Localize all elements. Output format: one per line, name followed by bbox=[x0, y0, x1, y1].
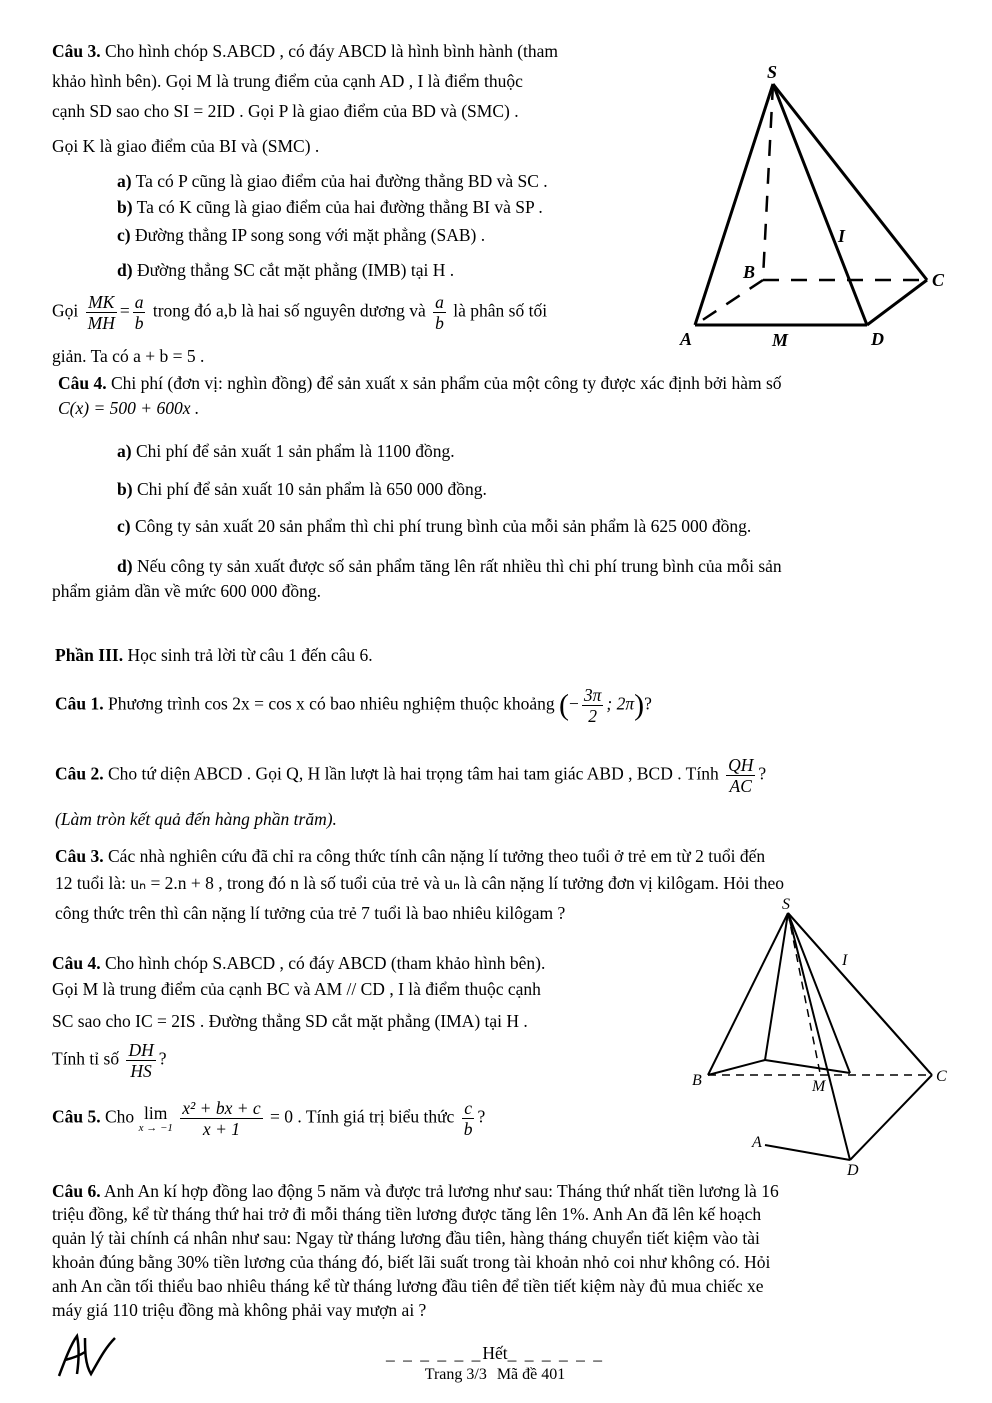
vertex-d: D bbox=[871, 329, 884, 349]
p3-q2-note: (Làm tròn kết quả đến hàng phần trăm). bbox=[55, 809, 337, 829]
p3-q4-ratio bbox=[52, 1040, 167, 1081]
question-mark: ? bbox=[644, 693, 652, 714]
numerator: a bbox=[435, 292, 444, 312]
question-mark: ? bbox=[758, 763, 767, 784]
q4-part2-line1 bbox=[58, 372, 782, 396]
p3-q3-line2: 12 tuổi là: uₙ = 2.n + 8 , trong đó n là số tuổi của trẻ và uₙ là cân nặng lí tưởng đơn vị kilôgam. Hỏi theo bbox=[55, 873, 784, 893]
q4-option-d bbox=[117, 555, 782, 579]
fraction-3pi-2 bbox=[582, 685, 604, 726]
q4-option-b bbox=[117, 478, 487, 502]
q3-option-c bbox=[117, 224, 485, 248]
edge-sc-main bbox=[788, 913, 932, 1075]
part-label: Phần III. bbox=[55, 645, 124, 665]
text: là phân số tối bbox=[453, 300, 548, 321]
option-label: d) bbox=[117, 556, 133, 576]
question-text: Cho hình chóp S.ABCD , có đáy ABCD (tham khảo hình bên). bbox=[105, 953, 546, 973]
p3-q5 bbox=[52, 1098, 485, 1139]
question-label: Câu 3. bbox=[55, 846, 104, 866]
fraction-dh-hs bbox=[126, 1040, 155, 1081]
q4-option-c bbox=[117, 515, 751, 539]
edge-sm bbox=[788, 913, 820, 1073]
question-label: Câu 3. bbox=[52, 41, 101, 61]
limit-subscript: x → −1 bbox=[138, 1121, 173, 1134]
option-label: c) bbox=[117, 516, 131, 536]
q3-part2-line3: cạnh SD sao cho SI = 2ID . Gọi P là giao điểm của BD và (SMC) . bbox=[52, 101, 519, 121]
vertex-a: A bbox=[752, 1134, 762, 1151]
q4-option-a bbox=[117, 440, 455, 464]
q3-part2-line2: khảo hình bên). Gọi M là trung điểm của cạnh AD , I là điểm thuộc bbox=[52, 71, 523, 91]
q3-part2-line4: Gọi K là giao điểm của BI và (SMC) . bbox=[52, 136, 320, 156]
question-label: Câu 2. bbox=[55, 763, 104, 784]
edge-sc bbox=[773, 84, 927, 280]
p3-q3-line3: công thức trên thì cân nặng lí tưởng của trẻ 7 tuổi là bao nhiêu kilôgam ? bbox=[55, 903, 566, 923]
vertex-s: S bbox=[782, 896, 790, 913]
fraction-qh-ac bbox=[726, 755, 755, 796]
edge-sd bbox=[773, 84, 867, 325]
p3-q6-line2: triệu đồng, kể từ tháng thứ hai trở đi mỗi tháng tiền lương được tăng lên 1%. Anh An đã lên kế hoạch bbox=[52, 1204, 762, 1224]
option-label: b) bbox=[117, 197, 133, 217]
question-mark: ? bbox=[158, 1048, 167, 1069]
question-text: Phương trình cos 2x = cos x có bao nhiêu nghiệm thuộc khoảng bbox=[108, 693, 555, 714]
numerator: QH bbox=[728, 755, 754, 775]
part3-heading bbox=[55, 644, 373, 668]
denominator: x + 1 bbox=[202, 1119, 240, 1140]
option-label: b) bbox=[117, 479, 133, 499]
option-text: Đường thẳng IP song song với mặt phẳng (SAB) . bbox=[134, 225, 486, 245]
p3-q6-line4: khoản đúng bằng 30% tiền lương của tháng đó, biết lãi suất trong tài khoản nhỏ coi như không có. Hỏi bbox=[52, 1252, 771, 1272]
point-m: M bbox=[772, 330, 789, 350]
part-title: Học sinh trả lời từ câu 1 đến câu 6. bbox=[127, 645, 373, 665]
page-footer bbox=[385, 1364, 605, 1386]
p3-q4-line1 bbox=[52, 952, 545, 976]
denominator: b bbox=[435, 313, 444, 334]
option-label: a) bbox=[117, 171, 132, 191]
option-text: Nếu công ty sản xuất được số sản phẩm tăng lên rất nhiều thì chi phí trung bình của mỗi sản bbox=[136, 556, 782, 576]
interval-end: ; 2π bbox=[606, 693, 635, 714]
vertex-b: B bbox=[692, 1072, 702, 1089]
edge-dc bbox=[867, 280, 927, 325]
denominator: 2 bbox=[588, 706, 597, 727]
page-number: Trang 3/3 bbox=[424, 1366, 487, 1383]
question-label: Câu 6. bbox=[52, 1181, 101, 1201]
fraction-a-b bbox=[133, 292, 146, 333]
p3-q6-line6: máy giá 110 triệu đồng mà không phải vay mượn ai ? bbox=[52, 1300, 427, 1320]
fraction-c-b bbox=[462, 1098, 475, 1139]
q3-option-b bbox=[117, 196, 543, 220]
vertex-s: S bbox=[767, 62, 778, 82]
option-text: Ta có P cũng là giao điểm của hai đường thẳng BD và SC . bbox=[135, 171, 548, 191]
edge-ad-front bbox=[765, 1145, 850, 1160]
q3-option-a bbox=[117, 170, 548, 194]
question-label: Câu 1. bbox=[55, 693, 104, 714]
question-text: Cho tứ diện ABCD . Gọi Q, H lần lượt là hai trọng tâm hai tam giác ABD , BCD . Tính bbox=[108, 763, 719, 784]
pyramid-figure-2 bbox=[690, 895, 960, 1180]
question-label: Câu 4. bbox=[52, 953, 101, 973]
vertex-c: C bbox=[936, 1068, 947, 1085]
question-mark: ? bbox=[477, 1106, 486, 1127]
edge-cd-front bbox=[850, 1075, 932, 1160]
exam-code: Mã đề 401 bbox=[496, 1366, 566, 1383]
q3-ratio-line: Gọi $\frac{MK}{MH}$ = $\frac{a}{b}$ trong đó a,b là hai số nguyên dương và $\frac{a}{b}$ là phân số tối bbox=[52, 292, 548, 334]
edge-sd-front bbox=[788, 913, 850, 1160]
option-text: Chi phí để sản xuất 1 sản phẩm là 1100 đồng. bbox=[135, 441, 455, 461]
fraction-mk-mh bbox=[86, 292, 117, 333]
limit-operator: lim bbox=[144, 1102, 168, 1123]
denominator: AC bbox=[729, 776, 752, 797]
p3-q6-line1 bbox=[52, 1180, 779, 1204]
p3-q4-line3: SC sao cho IC = 2IS . Đường thẳng SD cắt mặt phẳng (IMA) tại H . bbox=[52, 1011, 528, 1031]
question-text: Chi phí (đơn vị: nghìn đồng) để sản xuất x sản phẩm của một công ty được xác định bởi hàm số bbox=[111, 373, 782, 393]
p3-q4-line2: Gọi M là trung điểm của cạnh BC và AM // CD , I là điểm thuộc cạnh bbox=[52, 979, 541, 999]
denominator: b bbox=[134, 313, 144, 334]
end-marker: _ _ _ _ _ _Hết_ _ _ _ _ _ bbox=[385, 1343, 605, 1363]
denominator: MH bbox=[87, 313, 115, 334]
vertex-a: A bbox=[680, 329, 693, 349]
question-label: Câu 5. bbox=[52, 1106, 101, 1127]
fraction-a-b-2 bbox=[433, 292, 446, 333]
denominator: HS bbox=[130, 1061, 152, 1082]
option-text: Ta có K cũng là giao điểm của hai đường thẳng BI và SP . bbox=[136, 197, 543, 217]
option-text: Chi phí để sản xuất 10 sản phẩm là 650 000 đồng. bbox=[136, 479, 487, 499]
p3-q6-line5: anh An cần tối thiểu bao nhiêu tháng kể từ tháng lương đầu tiên để tiền tiết kiệm này đủ mua chiếc xe bbox=[52, 1276, 764, 1296]
edge-sd bbox=[788, 913, 850, 1073]
option-text: Đường thẳng SC cắt mặt phẳng (IMB) tại H . bbox=[136, 260, 455, 280]
denominator: b bbox=[463, 1119, 473, 1140]
point-m: M bbox=[812, 1078, 826, 1095]
numerator: 3π bbox=[583, 685, 602, 705]
handwritten-signature bbox=[55, 1330, 125, 1380]
edge-ad bbox=[765, 1060, 850, 1073]
vertex-d: D bbox=[847, 1162, 859, 1179]
question-text: Anh An kí hợp đồng lao động 5 năm và được trả lương như sau: Tháng thứ nhất tiền lương là 16 bbox=[104, 1181, 779, 1201]
numerator: x² + bx + c bbox=[182, 1098, 261, 1118]
p3-q6-line3: quản lý tài chính cá nhân như sau: Ngay từ tháng lương đầu tiên, hàng tháng chuyển tiết kiệm vào tài bbox=[52, 1228, 760, 1248]
vertex-b: B bbox=[743, 262, 756, 282]
option-label: c) bbox=[117, 225, 131, 245]
numerator: c bbox=[462, 1098, 475, 1119]
text: Gọi bbox=[52, 300, 79, 321]
vertex-c: C bbox=[932, 270, 945, 290]
edge-ab-front bbox=[708, 1060, 765, 1075]
option-label: d) bbox=[117, 260, 133, 280]
numerator: MK bbox=[86, 292, 117, 313]
text: trong đó a,b là hai số nguyên dương và bbox=[152, 300, 426, 321]
text: Cho bbox=[105, 1106, 135, 1127]
pyramid-figure-1 bbox=[675, 60, 960, 355]
end-text: Hết bbox=[482, 1343, 508, 1363]
question-text: Các nhà nghiên cứu đã chỉ ra công thức tính cân nặng lí tưởng theo tuổi ở trẻ em từ 2 tuổi đến bbox=[108, 846, 766, 866]
fraction-limit bbox=[180, 1098, 262, 1139]
text: = 0 . Tính giá trị biểu thức bbox=[270, 1106, 455, 1127]
q4-part2-formula: C(x) = 500 + 600x . bbox=[58, 398, 200, 418]
text: Tính tỉ số bbox=[52, 1048, 120, 1069]
minus-sign: − bbox=[568, 693, 579, 714]
option-text: Công ty sản xuất 20 sản phẩm thì chi phí trung bình của mỗi sản phẩm là 625 000 đồng. bbox=[134, 516, 752, 536]
question-label: Câu 4. bbox=[58, 373, 107, 393]
numerator: DH bbox=[128, 1040, 154, 1060]
p3-q3-line1 bbox=[55, 845, 765, 869]
p3-q2 bbox=[55, 755, 766, 796]
question-text: Cho hình chóp S.ABCD , có đáy ABCD là hình bình hành (tham bbox=[105, 41, 559, 61]
point-i: I bbox=[838, 226, 846, 246]
point-i: I bbox=[842, 952, 848, 969]
q3-option-d bbox=[117, 259, 454, 283]
edge-sa bbox=[695, 84, 773, 325]
q3-ratio-last: giản. Ta có a + b = 5 . bbox=[52, 346, 205, 366]
edge-ab bbox=[695, 280, 763, 325]
p3-q1: Câu 1. Phương trình cos 2x = cos x có bao nhiêu nghiệm thuộc khoảng (− $\frac{3\pi}{2}$ ; 2π)? bbox=[55, 685, 652, 727]
q3-part2-line1 bbox=[52, 40, 558, 64]
numerator: a bbox=[134, 292, 144, 312]
option-label: a) bbox=[117, 441, 132, 461]
q4-option-d-cont: phẩm giảm dần về mức 600 000 đồng. bbox=[52, 581, 322, 601]
